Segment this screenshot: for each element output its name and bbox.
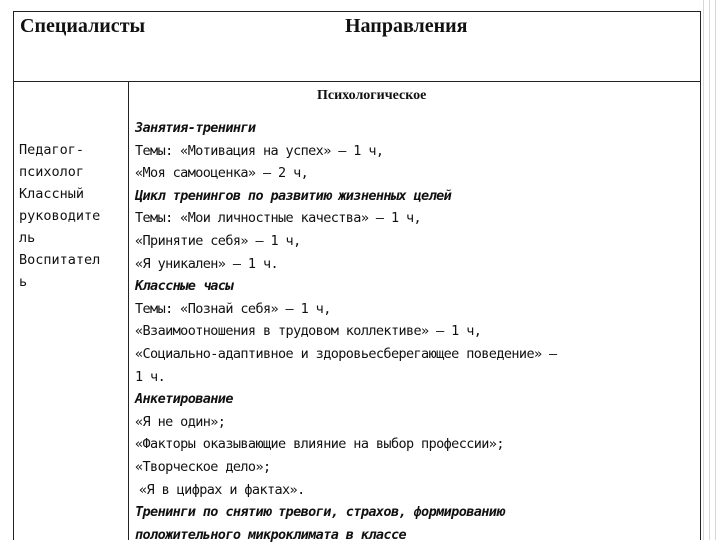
table-column-divider (128, 81, 129, 540)
content-line: «Я уникален» – 1 ч. (135, 255, 279, 272)
content-line: Темы: «Мотивация на успех» – 1 ч, (135, 142, 384, 159)
decorative-margin-line-3 (715, 0, 716, 540)
specialists-cell (19, 139, 100, 293)
content-line: Темы: «Мои личностные качества» – 1 ч, (135, 210, 422, 227)
table-border-right (700, 11, 701, 540)
section-heading: Тренинги по снятию тревоги, страхов, формированию (135, 504, 504, 521)
specialist-line: Воспитател (19, 252, 101, 268)
table-header-divider (13, 81, 701, 82)
content-line: «Взаимоотношения в трудовом коллективе» – 1 ч, (135, 323, 482, 340)
content-line: Темы: «Познай себя» – 1 ч, (135, 300, 331, 317)
table-border-left (13, 11, 14, 540)
content-line: 1 ч. (135, 368, 166, 385)
specialist-line: Классный (19, 186, 85, 202)
specialist-line: психолог (19, 164, 85, 180)
directions-table (13, 11, 701, 543)
content-line: «Социально-адаптивное и здоровьесберегающее поведение» – (135, 345, 557, 362)
specialist-line: руководите (19, 208, 101, 224)
content-line: «Принятие себя» – 1 ч, (135, 232, 301, 249)
section-heading: Цикл тренингов по развитию жизненных целей (135, 187, 452, 204)
specialist-line: ь (19, 274, 28, 290)
content-line: «Творческое дело»; (135, 458, 271, 475)
content-line: «Я не один»; (135, 413, 226, 430)
section-heading: Классные часы (135, 278, 233, 295)
subheader-psychological: Психологическое (317, 88, 427, 103)
section-heading: Занятия-тренинги (135, 120, 256, 136)
header-directions: Направления (345, 15, 468, 37)
directions-content-cell (135, 117, 691, 546)
section-heading: положительного микроклимата в классе (135, 526, 406, 543)
content-line: «Моя самооценка» – 2 ч, (135, 165, 309, 182)
decorative-margin-line-1 (703, 0, 704, 540)
specialist-line: ль (19, 230, 36, 246)
content-line: «Факторы оказывающие влияние на выбор профессии»; (135, 436, 504, 453)
table-border-top (13, 11, 701, 12)
specialist-line: Педагог- (19, 142, 85, 158)
section-heading: Анкетирование (135, 391, 233, 408)
content-line: «Я в цифрах и фактах». (139, 481, 305, 498)
header-specialists: Специалисты (20, 15, 146, 37)
decorative-margin-line-2 (709, 0, 710, 540)
